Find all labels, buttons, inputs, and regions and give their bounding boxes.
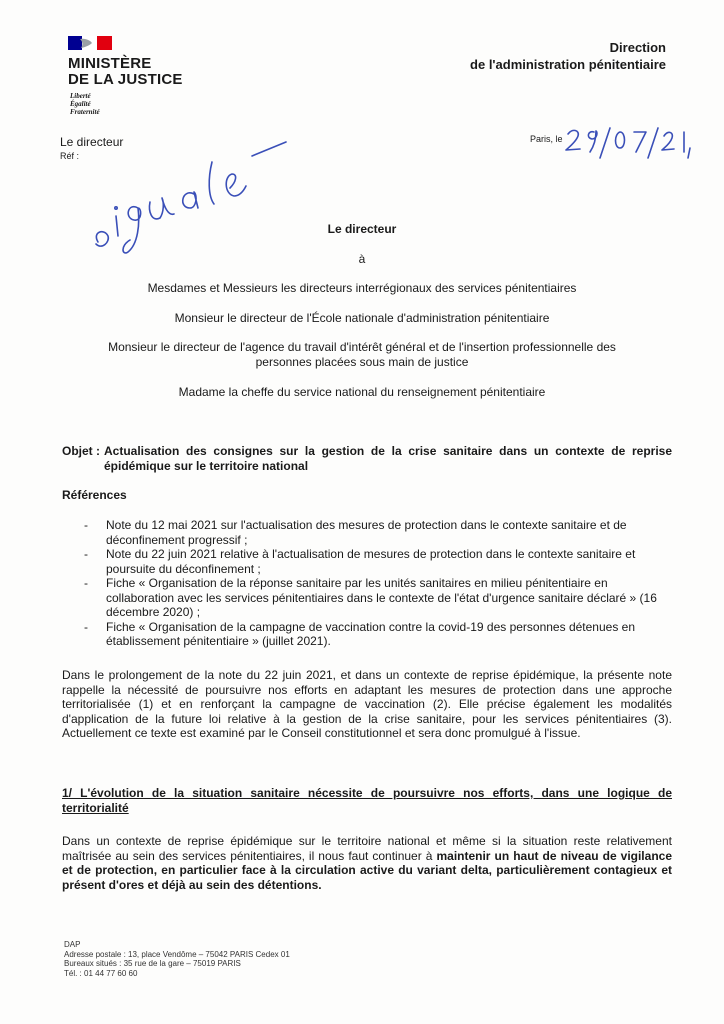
footer-line: DAP [64, 940, 81, 949]
addressee-3: Monsieur le directeur de l'agence du travail d'intérêt général et de l'insertion professionnelle des personnes placées sous main de justice [108, 340, 616, 369]
ministry-line-2: DE LA JUSTICE [68, 71, 183, 88]
motto-egalite: Égalité [70, 100, 91, 108]
footer-address [64, 940, 290, 978]
handwritten-annotation [90, 132, 310, 262]
to-line: à [358, 252, 366, 266]
footer-line: Bureaux situés : 35 rue de la gare – 75019 PARIS [64, 959, 241, 968]
reference-item: - Fiche « Organisation de la campagne de vaccination contre la covid-19 des personnes détenues en établissement pénitentiaire » (juillet 2021). [62, 620, 672, 649]
direction-line-2: de l'administration pénitentiaire [470, 57, 666, 72]
section-1-paragraph [62, 834, 672, 892]
direction-header [470, 39, 666, 73]
direction-line-1: Direction [609, 40, 666, 55]
section-1-emphasis: maintenir un haut de niveau de vigilance et de protection, en particulier face à la circulation active du variant delta, particulièrement contagieux et présent d'ores et déjà au sein des détentions. [62, 848, 672, 892]
intro-paragraph: Dans le prolongement de la note du 22 juin 2021, et dans un contexte de reprise épidémique, la présente note rappelle la nécessité de poursuivre nos efforts en adaptant les mesures de protection dans une approche territorialisée (1) et en renforçant la campagne de vaccination (2). Elle précise également les modalités d'application de la future loi relative à la gestion de la crise sanitaire, pour les services pénitentiaires (3). Actuellement ce texte est examiné par le Conseil constitutionnel et sera donc promulgué à l'issue. [62, 668, 672, 740]
sender-title: Le directeur [60, 135, 124, 149]
addressee-1: Mesdames et Messieurs les directeurs interrégionaux des services pénitentiaires [147, 281, 577, 295]
footer-line: Adresse postale : 13, place Vendôme – 75042 PARIS Cedex 01 [64, 949, 290, 959]
section-1-text: Dans un contexte de reprise épidémique sur le territoire national et même si la situation reste relativement maîtrisée au sein des services pénitentiaires, il nous faut continuer à [62, 834, 672, 863]
motto-liberte: Liberté [70, 92, 91, 100]
references-title: Références [62, 488, 127, 502]
reference-item: - Note du 12 mai 2021 sur l'actualisation des mesures de protection dans le contexte sanitaire et de déconfinement progressif ; [62, 518, 672, 547]
ministry-line-1: MINISTÈRE [68, 55, 152, 72]
reference-item: - Note du 22 juin 2021 relative à l'actualisation de mesures de protection dans le contexte sanitaire et poursuite du déconfinement ; [62, 547, 672, 576]
reference-item: - Fiche « Organisation de la réponse sanitaire par les unités sanitaires en milieu pénitentiaire en collaboration avec les services pénitentiaires dans le contexte de l'état d'urgence sanitaire déclaré » (16 décembre 2020) ; [62, 576, 672, 620]
handwritten-date [560, 118, 700, 168]
section-1-title: 1/ L'évolution de la situation sanitaire nécessite de poursuivre nos efforts, dans une logique de territorialité [62, 786, 672, 815]
from-line: Le directeur [327, 222, 397, 236]
reference-label: Réf : [60, 151, 80, 161]
subject [62, 444, 672, 474]
marianne-logo [68, 36, 112, 50]
addressee-2: Monsieur le directeur de l'École nationale d'administration pénitentiaire [174, 311, 550, 325]
ministry-name [68, 56, 183, 88]
subject-label: Objet : [62, 444, 100, 458]
place-date-label: Paris, le [530, 134, 563, 144]
subject-text: Actualisation des consignes sur la gestion de la crise sanitaire dans un contexte de reprise épidémique sur le territoire national [104, 444, 672, 473]
addressee-4: Madame la cheffe du service national du renseignement pénitentiaire [178, 385, 546, 399]
references-list [62, 518, 672, 649]
republic-motto [70, 92, 100, 116]
motto-fraternite: Fraternité [70, 108, 100, 116]
footer-line: Tél. : 01 44 77 60 60 [64, 968, 138, 978]
